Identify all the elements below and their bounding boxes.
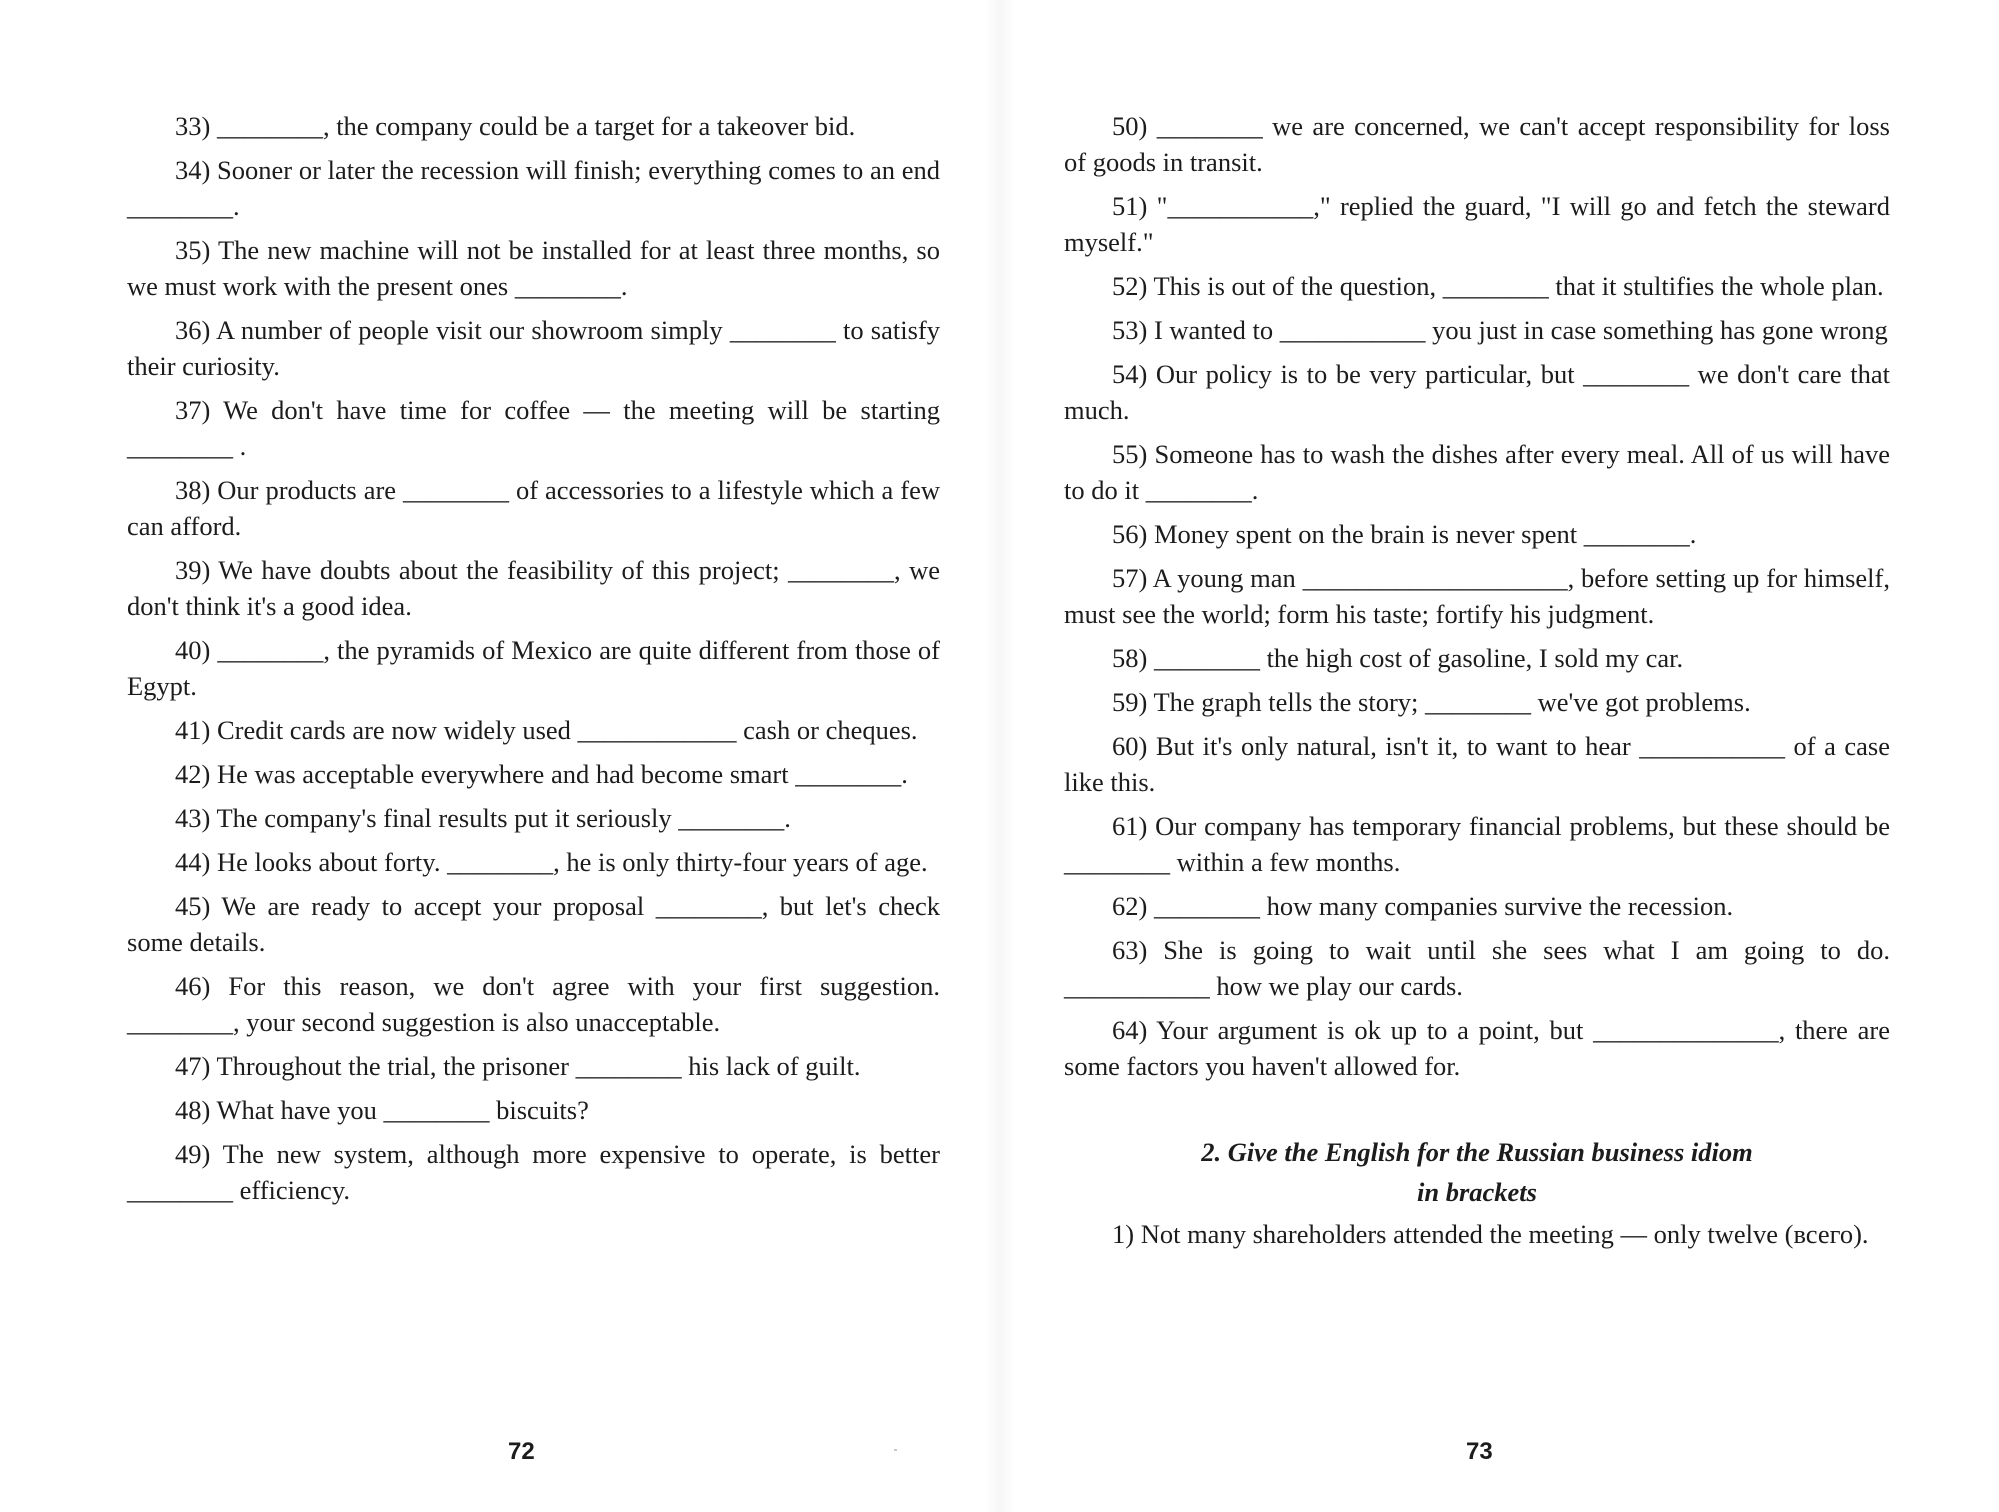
exercise-item-41: 41) Credit cards are now widely used ____________ cash or cheques.	[175, 715, 918, 745]
section-heading	[1064, 1132, 1890, 1212]
section-heading-line-2: in brackets	[1417, 1177, 1537, 1207]
exercise-item-53: 53) I wanted to ___________ you just in case something has gone wrong	[1112, 315, 1888, 345]
exercise-item-58: 58) ________ the high cost of gasoline, I sold my car.	[1112, 643, 1684, 673]
exercise-item-54: 54) Our policy is to be very particular, but ________ we don't care that much.	[1064, 359, 1890, 425]
exercise-item-47: 47) Throughout the trial, the prisoner ________ his lack of guilt.	[175, 1051, 861, 1081]
section-heading-line-1: 2. Give the English for the Russian business idiom	[1201, 1137, 1753, 1167]
exercise-item-50: 50) ________ we are concerned, we can't accept responsibility for loss of goods in transit.	[1064, 111, 1890, 177]
left-page-exercise-list	[127, 108, 940, 1216]
exercise-item-42: 42) He was acceptable everywhere and had become smart ________.	[175, 759, 908, 789]
paper-speck	[894, 1449, 897, 1451]
exercise-item-49: 49) The new system, although more expensive to operate, is better ________ efficiency.	[127, 1139, 940, 1205]
section-item-1: 1) Not many shareholders attended the meeting — only twelve (всего).	[1112, 1219, 1869, 1249]
exercise-item-43: 43) The company's final results put it seriously ________.	[175, 803, 791, 833]
book-gutter	[985, 0, 1015, 1512]
exercise-item-60: 60) But it's only natural, isn't it, to want to hear ___________ of a case like this.	[1064, 731, 1890, 797]
exercise-item-64: 64) Your argument is ok up to a point, but ______________, there are some factors you haven't allowed for.	[1064, 1015, 1890, 1081]
exercise-item-55: 55) Someone has to wash the dishes after every meal. All of us will have to do it ________.	[1064, 439, 1890, 505]
exercise-item-48: 48) What have you ________ biscuits?	[175, 1095, 589, 1125]
exercise-item-45: 45) We are ready to accept your proposal ________, but let's check some details.	[127, 891, 940, 957]
page-number-right: 73	[1466, 1438, 1493, 1465]
exercise-item-56: 56) Money spent on the brain is never spent ________.	[1112, 519, 1697, 549]
exercise-item-44: 44) He looks about forty. ________, he is only thirty-four years of age.	[175, 847, 928, 877]
exercise-item-51: 51) "___________," replied the guard, "I will go and fetch the steward myself."	[1064, 191, 1890, 257]
page-number-left: 72	[508, 1438, 535, 1465]
exercise-item-38: 38) Our products are ________ of accessories to a lifestyle which a few can afford.	[127, 475, 940, 541]
right-page	[1000, 0, 1999, 1512]
exercise-item-46: 46) For this reason, we don't agree with your first suggestion. ________, your second suggestion is also unacceptable.	[127, 971, 940, 1037]
exercise-item-35: 35) The new machine will not be installed for at least three months, so we must work with the present ones ________.	[127, 235, 940, 301]
exercise-item-39: 39) We have doubts about the feasibility of this project; ________, we don't think it's a good idea.	[127, 555, 940, 621]
exercise-item-36: 36) A number of people visit our showroom simply ________ to satisfy their curiosity.	[127, 315, 940, 381]
exercise-item-62: 62) ________ how many companies survive the recession.	[1112, 891, 1734, 921]
right-page-exercise-list	[1064, 108, 1890, 1260]
exercise-item-57: 57) A young man ____________________, before setting up for himself, must see the world; form his taste; fortify his judgment.	[1064, 563, 1890, 629]
exercise-item-61: 61) Our company has temporary financial problems, but these should be ________ within a few months.	[1064, 811, 1890, 877]
exercise-item-52: 52) This is out of the question, ________ that it stultifies the whole plan.	[1112, 271, 1884, 301]
exercise-item-37: 37) We don't have time for coffee — the meeting will be starting ________ .	[127, 395, 940, 461]
exercise-item-63: 63) She is going to wait until she sees what I am going to do. ___________ how we play our cards.	[1064, 935, 1890, 1001]
exercise-item-33: 33) ________, the company could be a target for a takeover bid.	[175, 111, 856, 141]
exercise-item-40: 40) ________, the pyramids of Mexico are quite different from those of Egypt.	[127, 635, 940, 701]
exercise-item-34: 34) Sooner or later the recession will finish; everything comes to an end ________.	[127, 155, 940, 221]
exercise-item-59: 59) The graph tells the story; ________ we've got problems.	[1112, 687, 1751, 717]
